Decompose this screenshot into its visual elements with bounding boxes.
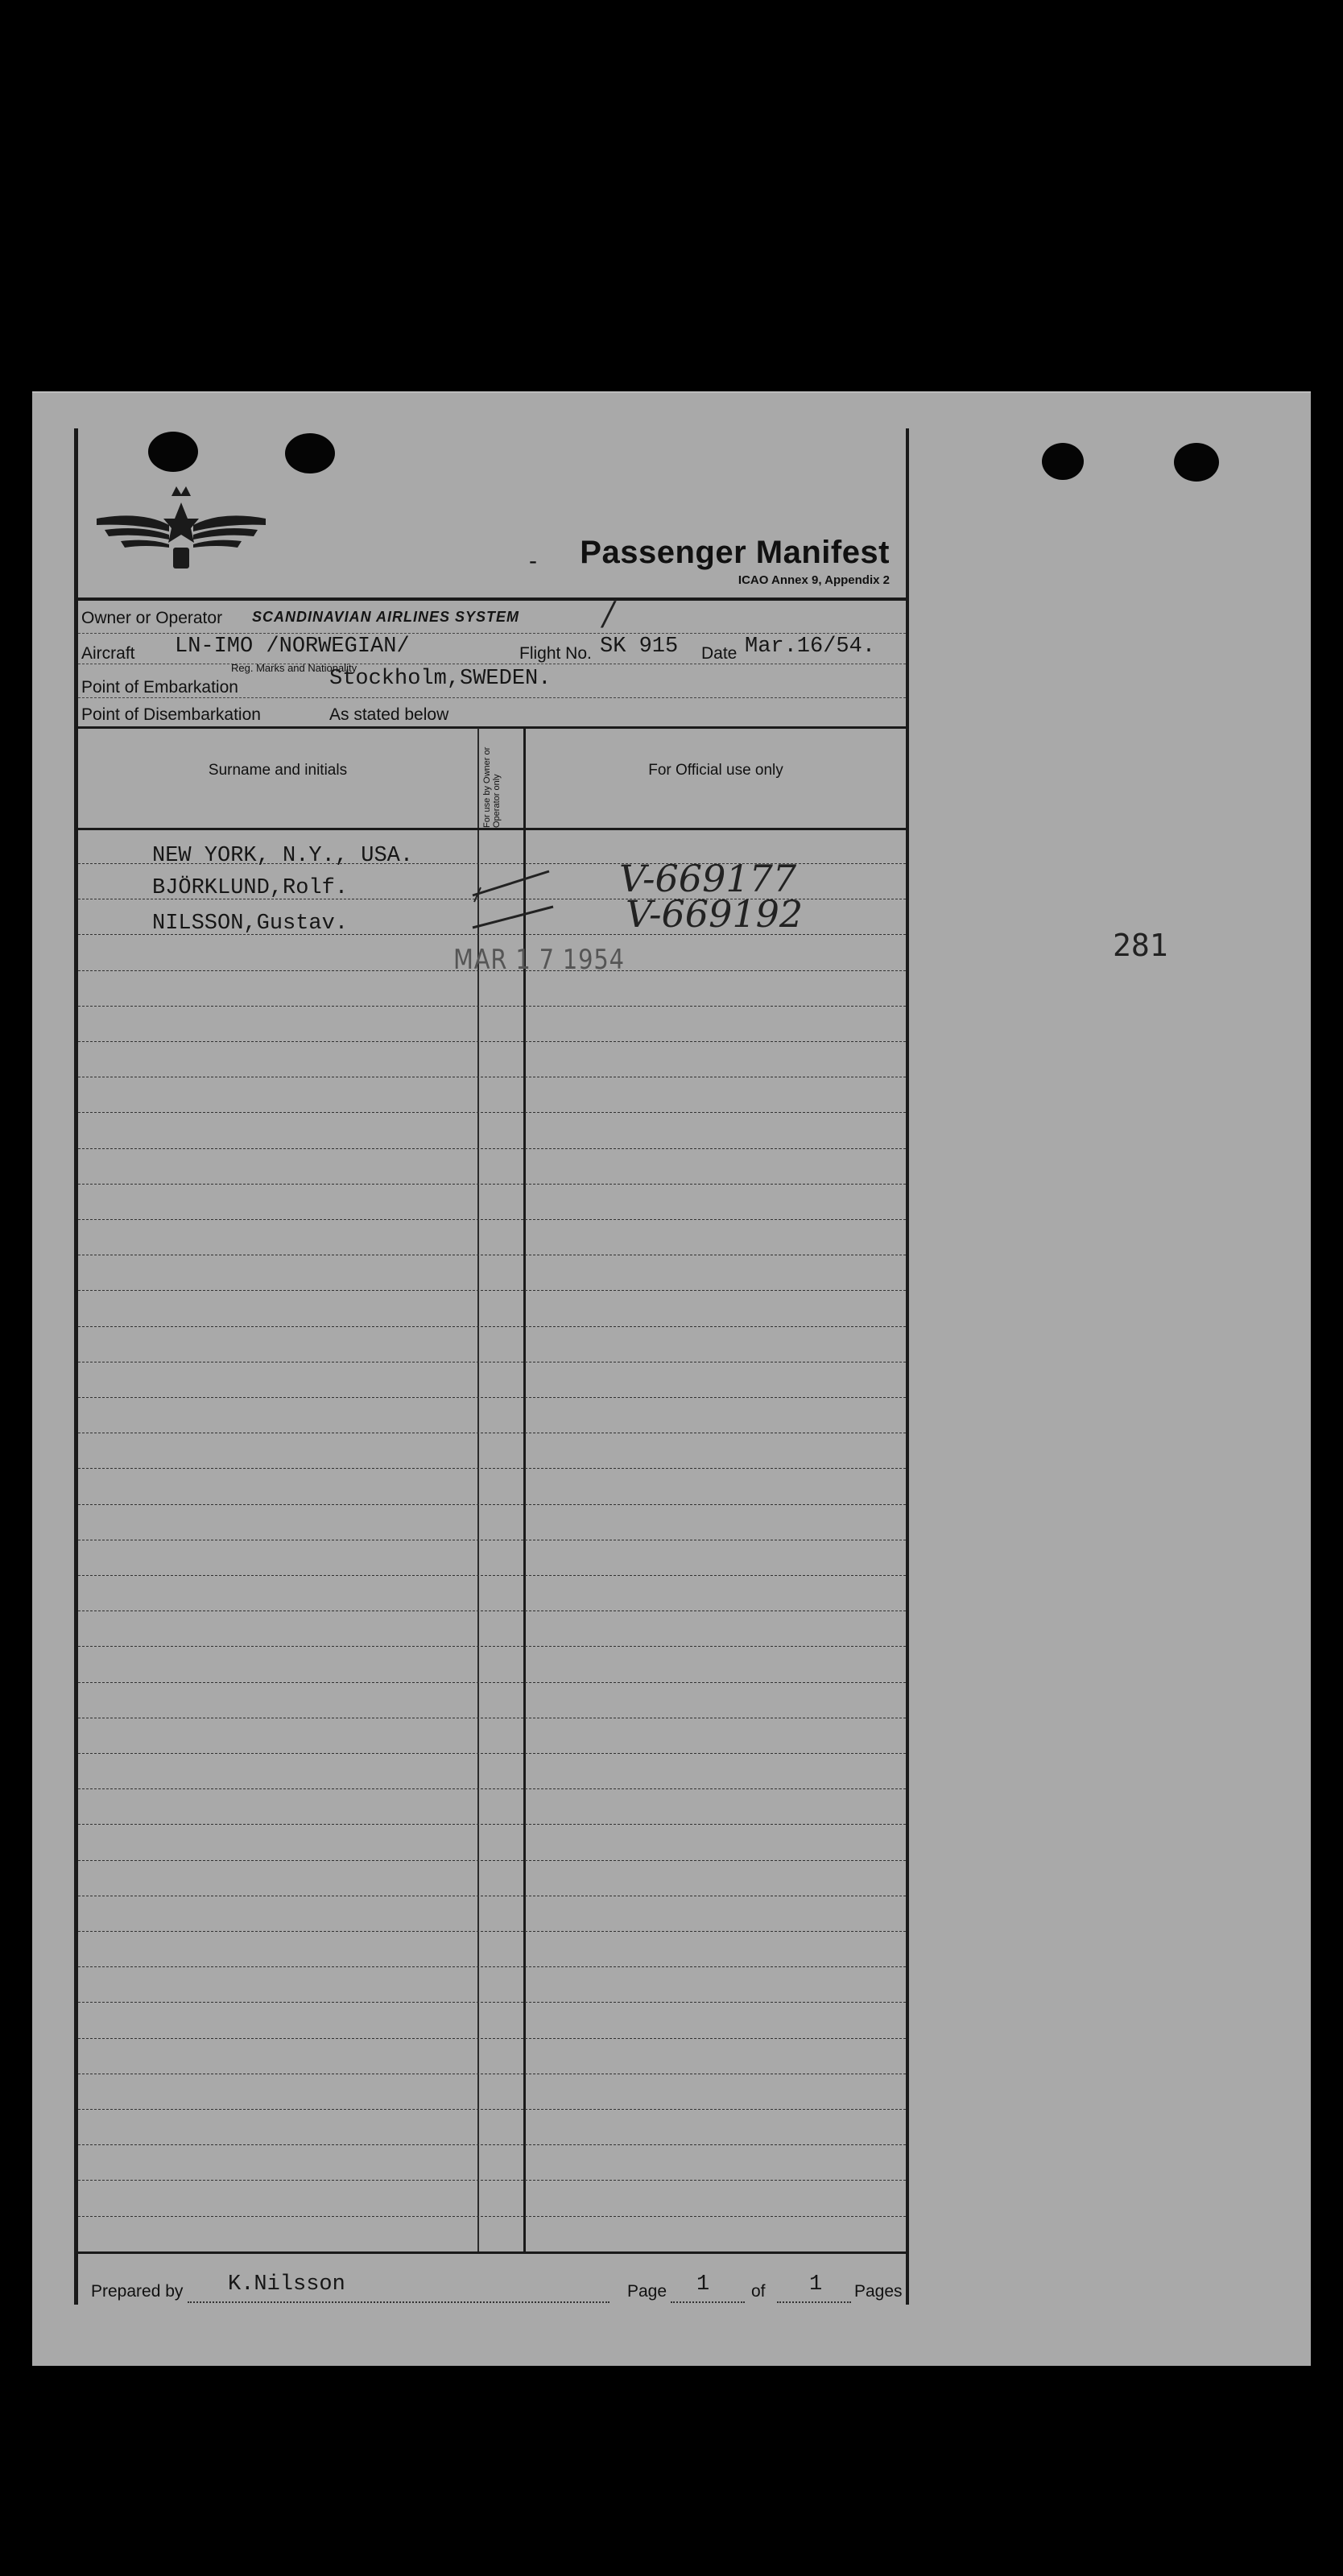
disembarkation-row <box>78 699 906 726</box>
airline-logo <box>93 486 270 575</box>
official-cell: V-669192 <box>626 892 804 936</box>
table-row-line <box>78 1824 906 1825</box>
aircraft-label: Aircraft <box>81 644 135 663</box>
of-value: 1 <box>809 2272 823 2297</box>
table-row-line <box>78 1860 906 1861</box>
owner-check-mark <box>465 863 561 936</box>
col-owner-use-header: For use by Owner or Operator only <box>482 746 502 828</box>
embarkation-row <box>78 665 906 698</box>
reg-marks-label: Reg. Marks and Nationality <box>231 662 357 674</box>
table-row-line <box>78 2109 906 2110</box>
page-value: 1 <box>696 2272 710 2297</box>
page-label: Page <box>627 2282 667 2301</box>
owner-row <box>78 596 906 634</box>
table-row-line <box>78 1575 906 1576</box>
flight-label: Flight No. <box>519 644 592 663</box>
surname-cell: NEW YORK, N.Y., USA. <box>152 844 414 868</box>
pages-label: Pages <box>854 2282 903 2301</box>
table-row-line <box>78 1753 906 1754</box>
owner-mark: / <box>603 596 614 633</box>
table-row-line <box>78 2216 906 2217</box>
table-row-line <box>78 1006 906 1007</box>
date-label: Date <box>701 644 738 663</box>
table-row-line <box>78 1041 906 1042</box>
table-row-line <box>78 1326 906 1327</box>
manifest-sheet <box>32 391 1311 2366</box>
table-row-line <box>78 1931 906 1932</box>
table-row-line <box>78 1219 906 1220</box>
disembarkation-value: As stated below <box>329 705 449 724</box>
table-header-rule <box>78 828 906 830</box>
table-row-line <box>78 1646 906 1647</box>
page-line <box>671 2301 745 2303</box>
title-dash: - <box>529 548 537 574</box>
aircraft-value: LN-IMO /NORWEGIAN/ <box>175 635 410 659</box>
surname-cell: BJÖRKLUND,Rolf. <box>152 876 349 900</box>
table-row-line <box>78 1966 906 1967</box>
table-row-line <box>78 1397 906 1398</box>
table-row-line <box>78 2144 906 2145</box>
official-cell: V-669177 <box>619 857 797 900</box>
aircraft-row <box>78 635 906 674</box>
table-row-line <box>78 1468 906 1469</box>
embarkation-label: Point of Embarkation <box>81 678 238 697</box>
embarkation-value: Stockholm,SWEDEN. <box>329 667 552 691</box>
manifest-form <box>74 428 909 2305</box>
prepared-line <box>188 2301 610 2303</box>
date-stamp: MAR 1 7 1954 <box>453 944 625 976</box>
document-title: Passenger Manifest <box>580 535 890 570</box>
table-row-line <box>78 1788 906 1789</box>
table-row-line <box>78 2038 906 2039</box>
table-row-line <box>78 1504 906 1505</box>
col-official-header: For Official use only <box>648 762 783 779</box>
table-top-rule <box>78 726 906 729</box>
col-surname-header: Surname and initials <box>208 762 348 779</box>
table-row-line <box>78 1112 906 1113</box>
punch-hole <box>1042 443 1084 480</box>
prepared-value: K.Nilsson <box>228 2272 345 2297</box>
punch-hole <box>1174 443 1219 482</box>
table-row-line <box>78 1290 906 1291</box>
table-row-line <box>78 1148 906 1149</box>
flight-value: SK 915 <box>600 635 679 659</box>
page-number: 281 <box>1113 928 1168 963</box>
owner-value: SCANDINAVIAN AIRLINES SYSTEM <box>252 609 520 625</box>
surname-cell: NILSSON,Gustav. <box>152 912 349 936</box>
of-line <box>777 2301 851 2303</box>
table-row-line <box>78 1184 906 1185</box>
table-row-line <box>78 1682 906 1683</box>
table-row-line <box>78 2002 906 2003</box>
of-label: of <box>751 2282 766 2301</box>
date-value: Mar.16/54. <box>745 635 876 659</box>
owner-label: Owner or Operator <box>81 609 223 627</box>
document-subtitle: ICAO Annex 9, Appendix 2 <box>738 573 890 587</box>
table-bottom-rule <box>78 2251 906 2254</box>
disembarkation-label: Point of Disembarkation <box>81 705 261 724</box>
prepared-label: Prepared by <box>91 2282 184 2301</box>
table-row-line <box>78 2180 906 2181</box>
